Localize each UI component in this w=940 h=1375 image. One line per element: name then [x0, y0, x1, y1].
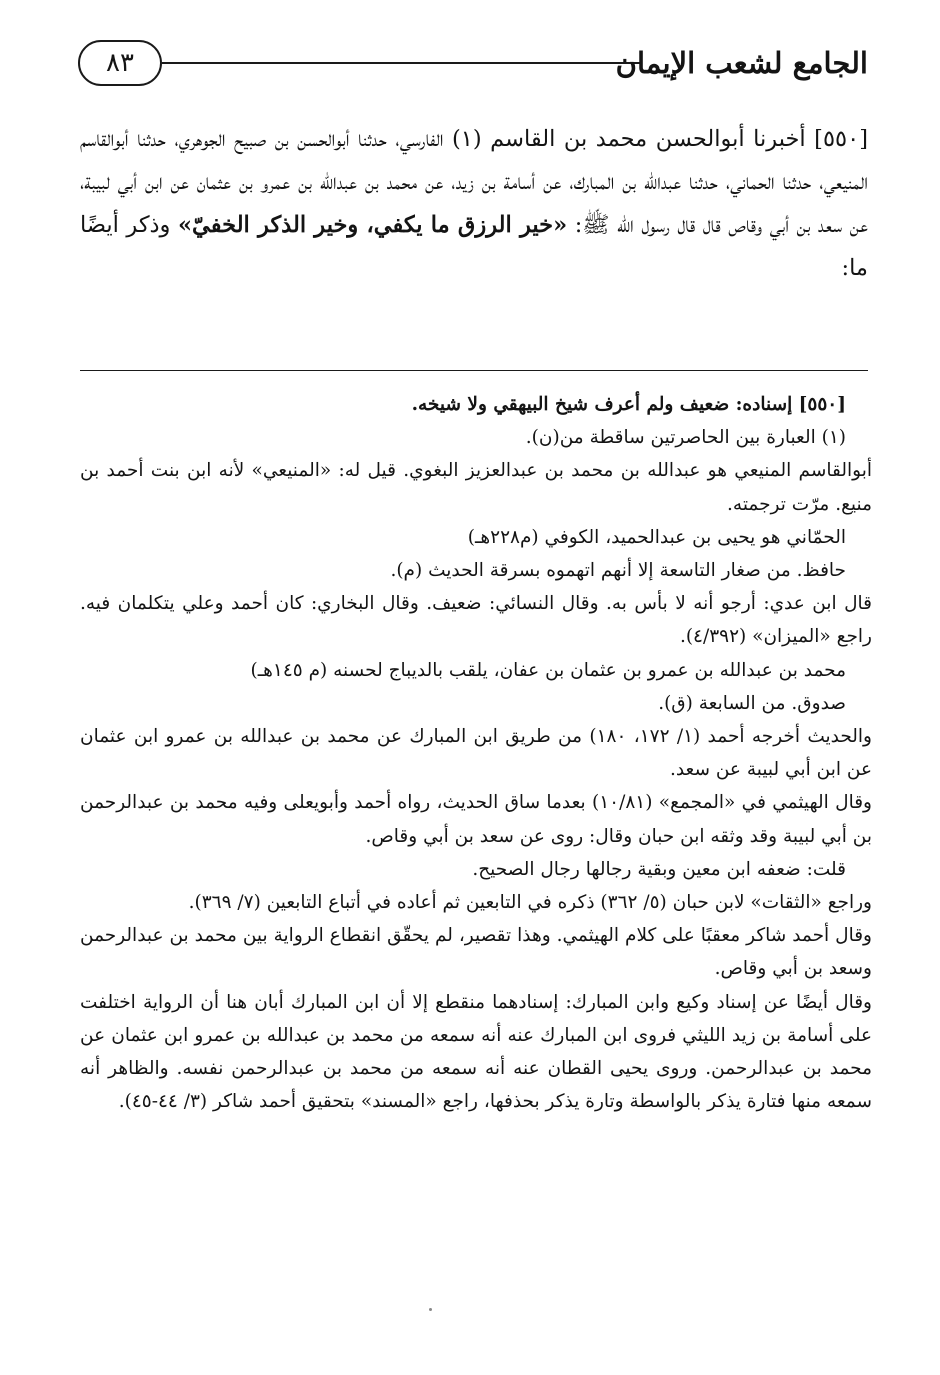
header-rule	[162, 62, 640, 64]
paragraph-ending: وذكر أيضًا ما:	[80, 212, 868, 281]
hadith-paragraph	[80, 118, 868, 290]
book-title: الجامع لشعب الإيمان	[615, 46, 868, 80]
footnote-line: قال ابن عدي: أرجو أنه لا بأس به. وقال النسائي: ضعيف. وقال البخاري: كان أحمد وعلي يتكلمان فيه. راجع «الميزان» (٤/٣٩٢).	[80, 593, 872, 648]
hadith-quote: «خير الرزق ما يكفي، وخير الذكر الخفيّ»	[177, 212, 568, 238]
footnotes	[80, 388, 872, 1118]
footnote-line: والحديث أخرجه أحمد (١/ ١٧٢، ١٨٠) من طريق ابن المبارك عن محمد بن عبدالله بن عمرو ابن عثمان عن ابن أبي لبيبة عن سعد.	[80, 726, 872, 781]
footnote-line: صدوق. من السابعة (ق).	[658, 692, 846, 714]
page-header	[78, 38, 868, 96]
footnote-line: وقال أحمد شاكر معقبًا على كلام الهيثمي. وهذا تقصير، لم يحقّق انقطاع الرواية بين محمد بن عبدالرحمن وسعد بن أبي وقاص.	[80, 925, 872, 980]
isnad-text: [٥٥٠] أخبرنا أبوالحسن محمد بن القاسم (١) الفارسي، حدثنا أبوالحسن بن صبيح الجوهري، حدثنا أبوالقاسم المنيعي، حدثنا الحماني، حدثنا عبدالله بن المبارك، عن أسامة بن زيد، عن محمد بن عبدالله بن عمرو بن عثمان عن ابن أبي لبيبة، عن سعد بن أبي وقاص قال قال رسول الله ﷺ:	[80, 126, 869, 238]
footnote-line: الحمّاني هو يحيى بن عبدالحميد، الكوفي (م٢٢٨هـ)	[467, 526, 846, 548]
print-speck	[429, 1308, 432, 1311]
footnote-line: محمد بن عبدالله بن عمرو بن عثمان بن عفان، يلقب بالديباج لحسنه (م ١٤٥هـ)	[250, 659, 846, 681]
footnote-line: وقال أيضًا عن إسناد وكيع وابن المبارك: إسنادهما منقطع إلا أن ابن المبارك أبان هنا أن الرواية اختلفت على أسامة بن زيد الليثي فروى ابن المبارك عنه أنه سمعه من محمد بن عبدالله بن عمرو ابن عثمان عن محمد بن عبدالرحمن. وروى يحيى القطان عنه أنه سمعه من محمد بن عبدالرحمن نفسه. والظاهر أنه سمعه منها فتارة يذكر بالواسطة وتارة يذكر بحذفها، راجع «المسند» بتحقيق أحمد شاكر (٣/ ٤٤-٤٥).	[80, 991, 872, 1113]
footnote-line: أبوالقاسم المنيعي هو عبدالله بن محمد بن عبدالعزيز البغوي. قيل له: «المنيعي» لأنه ابن بنت أحمد بن منيع. مرّت ترجمته.	[80, 460, 872, 515]
footnote-line: [٥٥٠] إسناده: ضعيف ولم أعرف شيخ البيهقي ولا شيخه.	[411, 394, 846, 415]
footnote-divider	[80, 370, 868, 371]
footnote-line: حافظ. من صغار التاسعة إلا أنهم اتهموه بسرقة الحديث (م).	[390, 560, 846, 582]
footnote-line: وراجع «الثقات» لابن حبان (٥/ ٣٦٢) ذكره في التابعين ثم أعاده في أتباع التابعين (٧/ ٣٦٩).	[188, 892, 872, 914]
footnote-line: قلت: ضعفه ابن معين وبقية رجالها رجال الصحيح.	[472, 858, 846, 880]
main-text	[80, 118, 868, 290]
footnote-line: (١) العبارة بين الحاصرتين ساقطة من(ن).	[525, 427, 846, 449]
footnote-line: وقال الهيثمي في «المجمع» (١٠/٨١) بعدما ساق الحديث، رواه أحمد وأبويعلى وفيه محمد بن عبدالرحمن بن أبي لبيبة وقد وثقه ابن حبان وقال: روى عن سعد بن أبي وقاص.	[80, 792, 872, 847]
page-number: ٨٣	[78, 40, 162, 86]
